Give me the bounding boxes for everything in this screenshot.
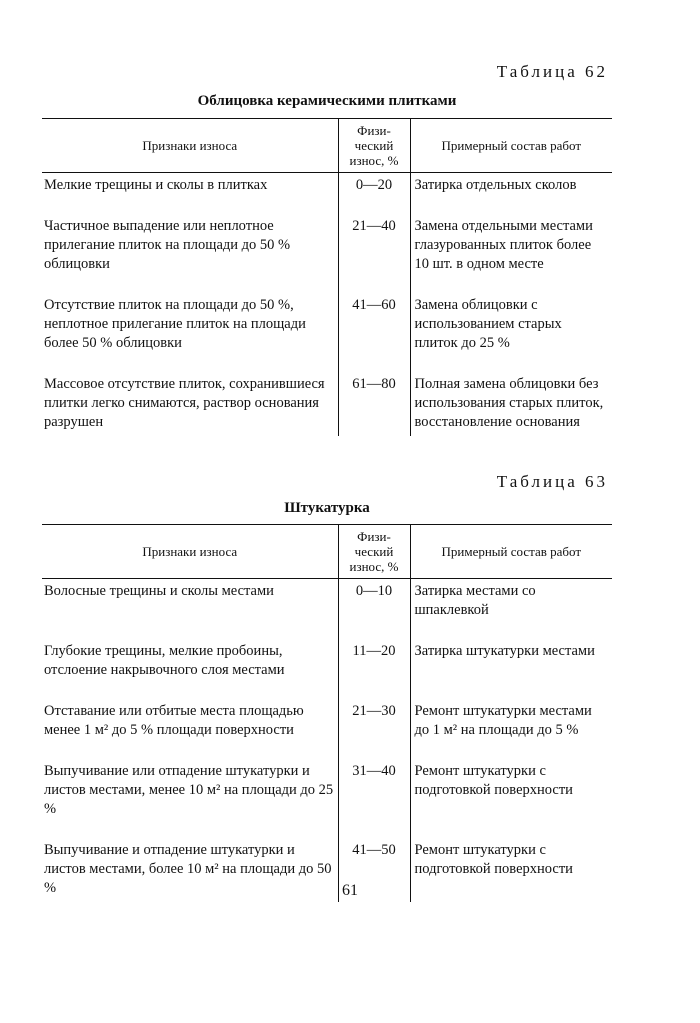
work-cell: Ремонт штукатурки с подготовкой поверхности xyxy=(410,841,612,902)
table-62-number: Таблица 62 xyxy=(496,62,608,81)
work-cell: Замена отдельными местами глазурованных плиток более 10 шт. в одном месте xyxy=(410,217,612,296)
work-cell: Ремонт штукатурки местами до 1 м² на площади до 5 % xyxy=(410,702,612,762)
table-row xyxy=(42,375,612,436)
table-62-header-row xyxy=(42,119,612,173)
wear-cell: 41—50 xyxy=(338,841,410,902)
table-row xyxy=(42,173,612,218)
wear-cell: 21—40 xyxy=(338,217,410,296)
feature-cell: Выпучивание или отпадение штукатурки и листов местами, менее 10 м² на площади до 25 % xyxy=(44,763,334,817)
work-cell: Замена облицовки с использованием старых плиток до 25 % xyxy=(410,296,612,375)
feature-cell: Отсутствие плиток на площади до 50 %, неплотное прилегание плиток на площади более 50 % облицовки xyxy=(44,297,306,351)
wear-cell: 0—10 xyxy=(338,579,410,643)
wear-cell: 41—60 xyxy=(338,296,410,375)
header-work: Примерный состав работ xyxy=(410,525,612,579)
table-63-caption: Штукатурка xyxy=(284,500,370,516)
feature-cell: Массовое отсутствие плиток, сохранившиеся плитки легко снимаются, раствор основания разрушен xyxy=(44,376,325,430)
header-work: Примерный состав работ xyxy=(410,119,612,173)
header-feature: Признаки износа xyxy=(42,119,338,173)
work-cell: Затирка местами со шпаклевкой xyxy=(410,579,612,643)
feature-cell: Волосные трещины и сколы местами xyxy=(44,583,274,599)
wear-cell: 0—20 xyxy=(338,173,410,218)
table-62 xyxy=(42,118,612,436)
table-63 xyxy=(42,524,612,902)
table-63-number: Таблица 63 xyxy=(496,472,608,491)
table-62-caption: Облицовка керамическими плитками xyxy=(197,93,457,109)
table-row xyxy=(42,296,612,375)
wear-cell: 11—20 xyxy=(338,642,410,702)
header-wear: Физи- ческий износ, % xyxy=(338,119,410,173)
feature-cell: Мелкие трещины и сколы в плитках xyxy=(44,177,268,193)
table-row xyxy=(42,762,612,841)
header-wear: Физи- ческий износ, % xyxy=(338,525,410,579)
work-cell: Затирка штукатурки местами xyxy=(410,642,612,702)
work-cell: Полная замена облицовки без использования старых плиток, восстановление основания xyxy=(410,375,612,436)
wear-cell: 21—30 xyxy=(338,702,410,762)
feature-cell: Частичное выпадение или неплотное прилегание плиток на площади до 50 % облицовки xyxy=(44,218,291,272)
header-feature: Признаки износа xyxy=(42,525,338,579)
work-cell: Ремонт штукатурки с подготовкой поверхности xyxy=(410,762,612,841)
table-row xyxy=(42,702,612,762)
table-row xyxy=(42,579,612,643)
wear-cell: 31—40 xyxy=(338,762,410,841)
table-row xyxy=(42,642,612,702)
page-number: 61 xyxy=(342,882,358,899)
wear-cell: 61—80 xyxy=(338,375,410,436)
table-63-header-row xyxy=(42,525,612,579)
feature-cell: Отставание или отбитые места площадью менее 1 м² до 5 % площади поверхности xyxy=(44,703,304,738)
feature-cell: Глубокие трещины, мелкие пробоины, отслоение накрывочного слоя местами xyxy=(44,643,285,678)
table-row xyxy=(42,217,612,296)
feature-cell: Выпучивание и отпадение штукатурки и листов местами, более 10 м² на площади до 50 % xyxy=(44,842,332,896)
work-cell: Затирка отдельных сколов xyxy=(410,173,612,218)
